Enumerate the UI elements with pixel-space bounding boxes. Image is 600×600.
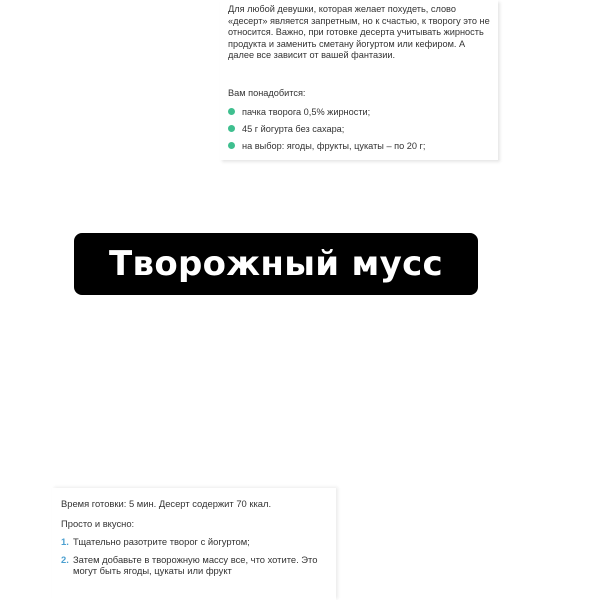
ingredient-item: [228, 140, 425, 157]
ingredients-list: [228, 106, 425, 157]
bullet-dot-icon: [228, 108, 235, 115]
bullet-dot-icon: [228, 142, 235, 149]
step-item: [61, 536, 336, 548]
ingredients-card: [220, 0, 498, 160]
ingredient-text: на выбор: ягоды, фрукты, цукаты – по 20 г;: [242, 141, 426, 151]
step-item: [61, 554, 336, 577]
ingredient-item: [228, 106, 425, 123]
title-banner: [74, 233, 478, 295]
ingredients-label: Вам понадобится:: [228, 88, 306, 98]
ingredient-text: 45 г йогурта без сахара;: [242, 124, 345, 134]
step-number: 2.: [61, 553, 69, 565]
instructions-subtitle: Просто и вкусно:: [61, 518, 135, 529]
step-text: Затем добавьте в творожную массу все, что хотите. Это могут быть ягоды, цукаты или фрукт: [73, 553, 318, 576]
instructions-card: [52, 488, 336, 600]
step-text: Тщательно разотрите творог с йогуртом;: [73, 536, 250, 547]
steps-list: [61, 536, 336, 583]
ingredient-text: пачка творога 0,5% жирности;: [242, 107, 371, 117]
prep-info: Время готовки: 5 мин. Десерт содержит 70 ккал.: [61, 498, 272, 509]
bullet-dot-icon: [228, 125, 235, 132]
intro-paragraph: Для любой девушки, которая желает похудеть, слово «десерт» является запретным, но к счастью, к творогу это не относится. Важно, при готовке десерта учитывать жирность продукта и заменить сметану йогуртом или кефиром. А далее все зависит от вашей фантазии.: [228, 4, 490, 60]
step-number: 1.: [61, 536, 69, 547]
ingredient-item: [228, 123, 425, 140]
recipe-title: Творожный мусс: [109, 244, 443, 284]
